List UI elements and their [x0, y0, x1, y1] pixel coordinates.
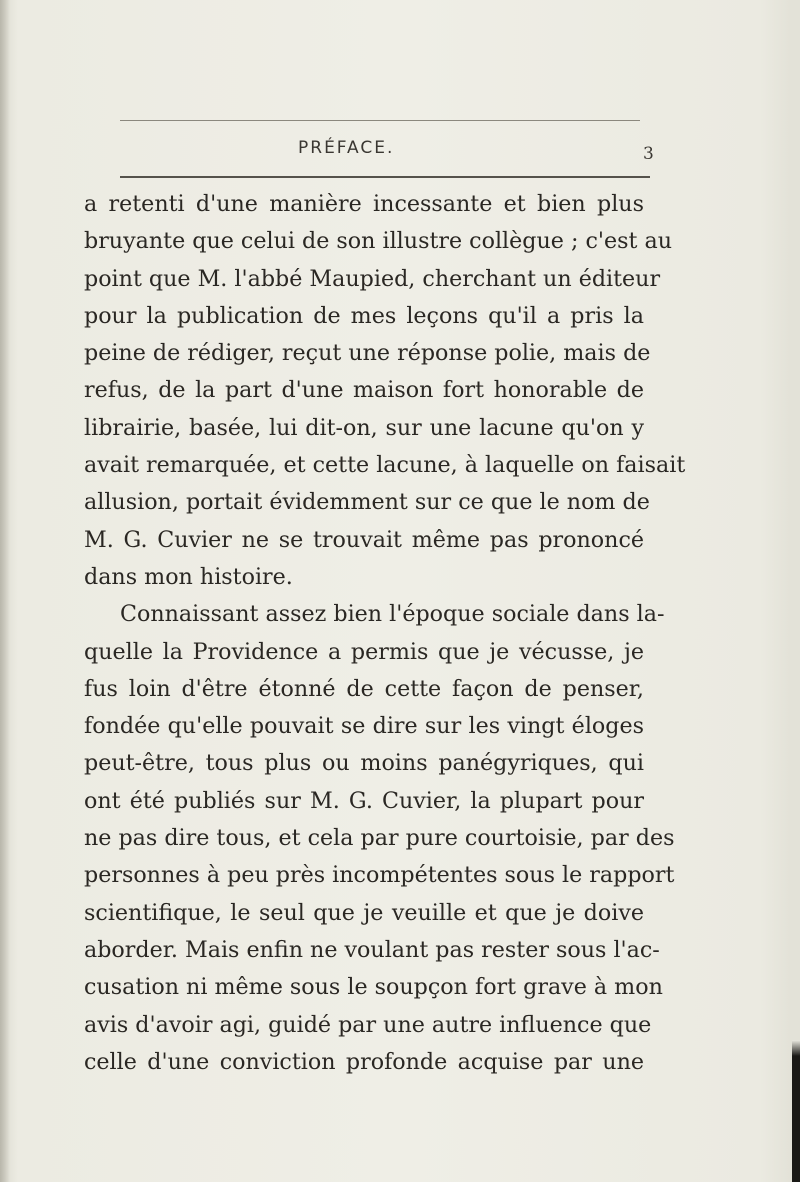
text-line: avait remarquée, et cette lacune, à laquelle on faisait — [84, 452, 686, 479]
text-line: avis d'avoir agi, guidé par une autre influence que — [84, 1011, 652, 1038]
text-line-paragraph-start: Connaissant assez bien l'époque sociale dans la- — [120, 601, 665, 628]
binding-shadow — [0, 0, 10, 1182]
text-line: cusation ni même sous le soupçon fort grave à mon — [84, 974, 663, 1001]
page-number: 3 — [643, 144, 654, 164]
text-line: celle d'une conviction profonde acquise par une — [84, 1048, 644, 1075]
text-line: ont été publiés sur M. G. Cuvier, la plupart pour — [84, 787, 644, 814]
text-line: bruyante que celui de son illustre collègue ; c'est au — [84, 228, 673, 255]
page-edge-mark — [792, 1040, 800, 1182]
text-line: refus, de la part d'une maison fort honorable de — [84, 377, 644, 404]
header-rule-bottom — [120, 176, 650, 178]
text-line-paragraph-end: dans mon histoire. — [84, 563, 293, 590]
text-line: fus loin d'être étonné de cette façon de penser, — [84, 675, 644, 702]
text-line: aborder. Mais enfin ne voulant pas rester sous l'ac- — [84, 936, 660, 963]
text-line: personnes à peu près incompétentes sous le rapport — [84, 862, 675, 889]
text-line: point que M. l'abbé Maupied, cherchant un éditeur — [84, 265, 661, 292]
text-line: librairie, basée, lui dit-on, sur une lacune qu'on y — [84, 414, 644, 441]
text-line: ne pas dire tous, et cela par pure courtoisie, par des — [84, 825, 675, 852]
text-line: scientifique, le seul que je veuille et que je doive — [84, 899, 644, 926]
text-line: peut-être, tous plus ou moins panégyriques, qui — [84, 750, 644, 777]
header-rule-top — [120, 120, 640, 121]
text-line: allusion, portait évidemment sur ce que le nom de — [84, 489, 650, 516]
running-title: PRÉFACE. — [298, 138, 395, 158]
body-text — [84, 186, 686, 1081]
text-line: peine de rédiger, reçut une réponse polie, mais de — [84, 340, 651, 367]
text-line: a retenti d'une manière incessante et bien plus — [84, 191, 644, 217]
text-line: pour la publication de mes leçons qu'il a pris la — [84, 302, 644, 329]
text-line: M. G. Cuvier ne se trouvait même pas prononcé — [84, 526, 644, 553]
text-line: quelle la Providence a permis que je vécusse, je — [84, 638, 644, 665]
text-line: fondée qu'elle pouvait se dire sur les vingt éloges — [84, 713, 644, 740]
